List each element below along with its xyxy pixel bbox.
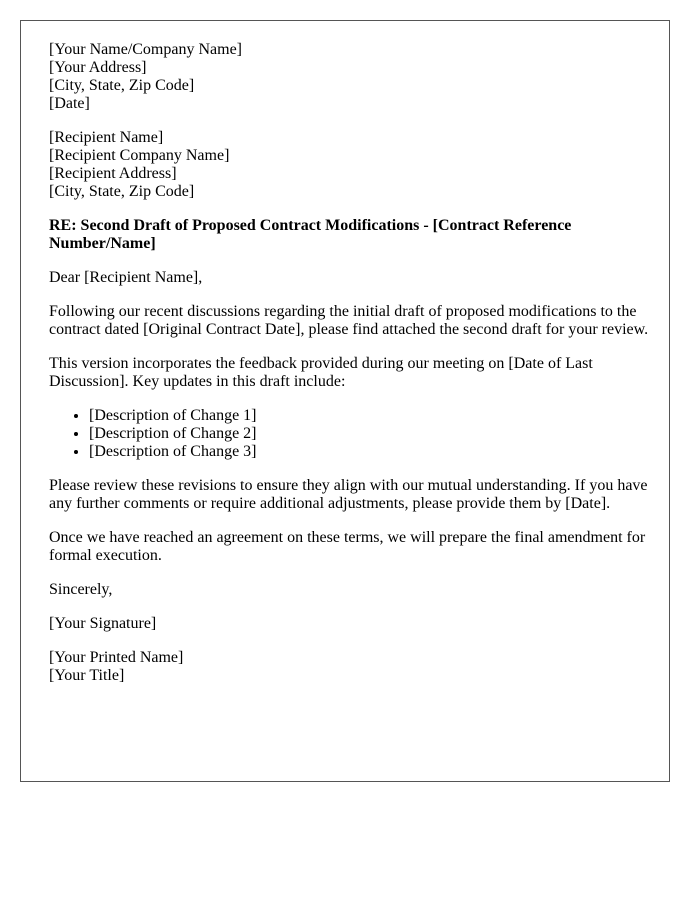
sender-address: [Your Address] [49, 59, 147, 76]
paragraph-1: Following our recent discussions regarding the initial draft of proposed modifications to the contract dated [Original Contract Date], please find attached the second draft for your review. [49, 303, 649, 338]
signoff-block [49, 649, 649, 685]
subject-line: RE: Second Draft of Proposed Contract Modifications - [Contract Reference Number/Name] [49, 217, 572, 252]
list-item: • [Description of Change 3] [89, 443, 649, 461]
recipient-company: [Recipient Company Name] [49, 147, 230, 164]
sender-city: [City, State, Zip Code] [49, 77, 195, 94]
recipient-city: [City, State, Zip Code] [49, 183, 195, 200]
sender-date: [Date] [49, 95, 90, 112]
printed-name: [Your Printed Name] [49, 649, 184, 666]
sender-title: [Your Title] [49, 667, 125, 684]
list-item: • [Description of Change 1] [89, 407, 649, 425]
sender-name: [Your Name/Company Name] [49, 41, 243, 58]
recipient-address: [Recipient Address] [49, 165, 177, 182]
paragraph-4: Once we have reached an agreement on these terms, we will prepare the final amendment for formal execution. [49, 529, 646, 564]
paragraph-3: Please review these revisions to ensure they align with our mutual understanding. If you have any further comments or require additional adjustments, please provide them by [Date]. [49, 477, 648, 512]
salutation: Dear [Recipient Name], [49, 269, 203, 286]
signature: [Your Signature] [49, 615, 157, 632]
letter [20, 20, 670, 782]
sender-block [49, 41, 649, 113]
recipient-block [49, 129, 649, 201]
paragraph-2: This version incorporates the feedback provided during our meeting on [Date of Last Discussion]. Key updates in this draft include: [49, 355, 593, 390]
list-item: • [Description of Change 2] [89, 425, 649, 443]
closing: Sincerely, [49, 581, 113, 598]
changes-list [49, 407, 649, 461]
recipient-name: [Recipient Name] [49, 129, 164, 146]
